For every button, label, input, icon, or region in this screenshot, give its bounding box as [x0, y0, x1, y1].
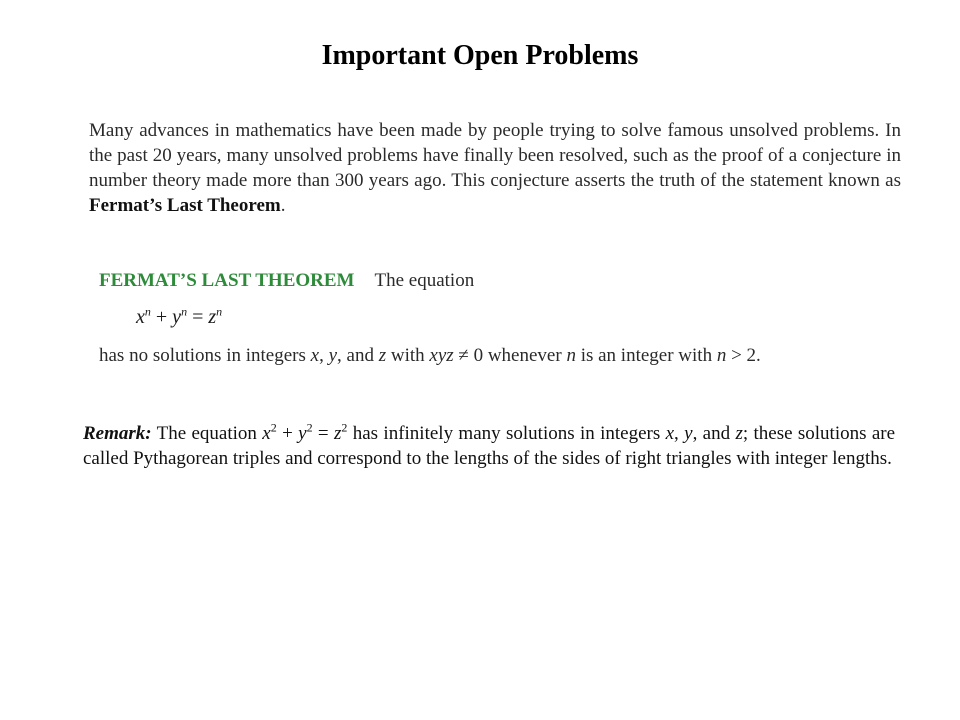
remark-vy: y: [684, 423, 693, 444]
eq-exp-2: n: [181, 304, 188, 319]
remark-t3: ; these solutions are called Pythagorean triples and correspond to the lengths of the sides of right triangles with integer lengths.: [83, 423, 896, 469]
cond-n: n: [566, 345, 576, 366]
remark-exp-1: 2: [270, 420, 277, 435]
cond-c2: , and: [337, 345, 379, 366]
remark-paragraph: [83, 421, 895, 471]
cond-gt: > 2.: [726, 345, 761, 366]
remark-plus: +: [276, 423, 299, 444]
remark-exp-2: 2: [306, 420, 313, 435]
remark-x: x: [262, 423, 271, 444]
cond-y: y: [328, 345, 338, 366]
eq-equals: =: [187, 306, 209, 328]
fermat-equation: [136, 306, 222, 329]
cond-t2: with: [386, 345, 430, 366]
eq-z: z: [208, 306, 217, 328]
cond-xyz: xyz: [429, 345, 454, 366]
remark-vz: z: [735, 423, 743, 444]
remark-z: z: [334, 423, 342, 444]
remark-exp-3: 2: [341, 420, 348, 435]
remark-label: Remark:: [83, 423, 152, 444]
cond-t3: is an integer with: [575, 345, 717, 366]
cond-c1: ,: [319, 345, 329, 366]
cond-z: z: [378, 345, 387, 366]
theorem-heading: [99, 270, 474, 292]
page-title: Important Open Problems: [321, 40, 639, 71]
remark-t2: has infinitely many solutions in integers: [347, 423, 666, 444]
cond-n2: n: [716, 345, 727, 366]
intro-text: Many advances in mathematics have been made by people trying to solve famous unsolved problems. In the past 20 years, many unsolved problems have finally been resolved, such as the proof of a conjecture in number theory made more than 300 years ago. This conjecture asserts the truth of the statement known as: [89, 120, 901, 191]
cond-t1: has no solutions in integers: [99, 345, 311, 366]
eq-x: x: [136, 306, 145, 328]
cond-neq: ≠ 0 whenever: [453, 345, 567, 366]
eq-exp-3: n: [216, 304, 223, 319]
remark-vx: x: [665, 423, 675, 444]
fermat-term: Fermat’s Last Theorem: [89, 195, 281, 216]
intro-end: .: [280, 195, 286, 216]
remark-t1: The equation: [151, 423, 263, 444]
eq-y: y: [172, 306, 182, 328]
theorem-name: FERMAT’S LAST THEOREM: [99, 270, 355, 291]
theorem-condition: [99, 345, 761, 367]
eq-exp-1: n: [144, 304, 151, 319]
eq-plus: +: [150, 306, 173, 328]
remark-c2: , and: [692, 423, 736, 444]
intro-paragraph: [89, 118, 901, 218]
theorem-lead: The equation: [374, 270, 475, 291]
remark-c1: ,: [674, 423, 685, 444]
cond-x: x: [310, 345, 320, 366]
remark-equals: =: [312, 423, 334, 444]
remark-y: y: [298, 423, 307, 444]
